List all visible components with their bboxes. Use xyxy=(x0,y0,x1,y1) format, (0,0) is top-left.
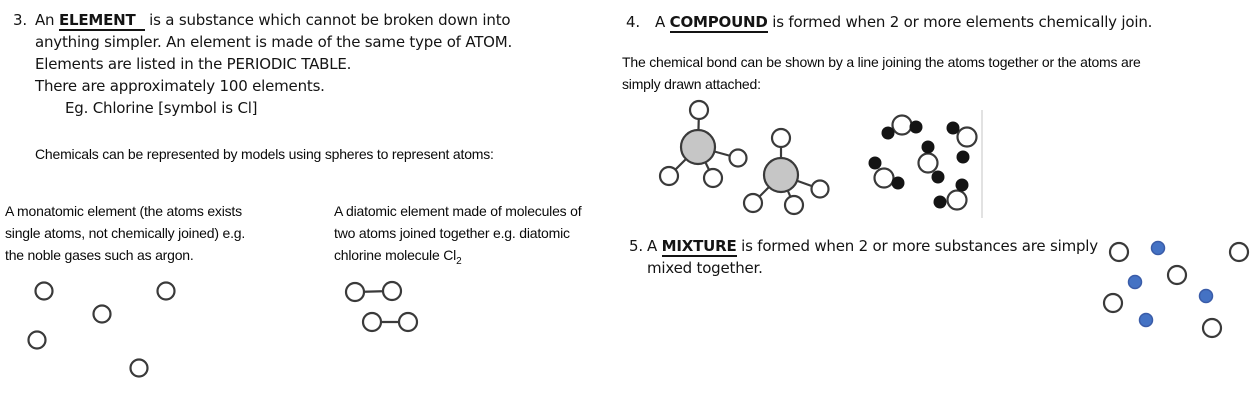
diatomic-caption-line2: two atoms joined together e.g. diatomic xyxy=(334,225,570,241)
diatomic-formula-subscript: 2 xyxy=(456,255,462,267)
item4-number: 4. xyxy=(626,13,640,31)
item5-before: A xyxy=(647,237,662,255)
compound-keyword: COMPOUND xyxy=(669,13,768,31)
item3-line4: There are approximately 100 elements. xyxy=(35,77,325,95)
monatomic-figure xyxy=(29,283,175,377)
item5-line2: mixed together. xyxy=(647,259,763,277)
item4-after: is formed when 2 or more elements chemically join. xyxy=(767,13,1153,31)
item3-line1-before: An xyxy=(35,11,59,29)
diatomic-figure xyxy=(346,282,417,331)
item3-line3: Elements are listed in the PERIODIC TABLE. xyxy=(35,55,352,73)
item5-number: 5. xyxy=(629,237,643,255)
item3-line2: anything simpler. An element is made of the same type of ATOM. xyxy=(35,33,513,51)
mixture-figure xyxy=(1104,242,1248,338)
item5-after: is formed when 2 or more substances are simply xyxy=(736,237,1098,255)
bond-note-line1: The chemical bond can be shown by a line joining the atoms together or the atoms are xyxy=(622,54,1141,70)
models-intro: Chemicals can be represented by models using spheres to represent atoms: xyxy=(35,146,494,162)
item3-line1-after: is a substance which cannot be broken down into xyxy=(144,11,511,29)
monatomic-caption-line1: A monatomic element (the atoms exists xyxy=(5,203,242,219)
item3-example: Eg. Chlorine [symbol is Cl] xyxy=(65,99,258,117)
item4-before: A xyxy=(655,13,670,31)
mixture-keyword: MIXTURE xyxy=(661,237,737,255)
monatomic-caption-line3: the noble gases such as argon. xyxy=(5,247,194,263)
item3-number: 3. xyxy=(13,11,27,29)
diatomic-caption-line1: A diatomic element made of molecules of xyxy=(334,203,582,219)
monatomic-caption-line2: single atoms, not chemically joined) e.g. xyxy=(5,225,246,241)
diatomic-formula-text: chlorine molecule Cl xyxy=(334,247,457,263)
compound-attached-figure xyxy=(869,110,983,218)
bond-note-line2: simply drawn attached: xyxy=(622,76,761,92)
element-keyword: ELEMENT xyxy=(59,11,145,31)
compound-ball-stick-figure xyxy=(660,101,829,214)
